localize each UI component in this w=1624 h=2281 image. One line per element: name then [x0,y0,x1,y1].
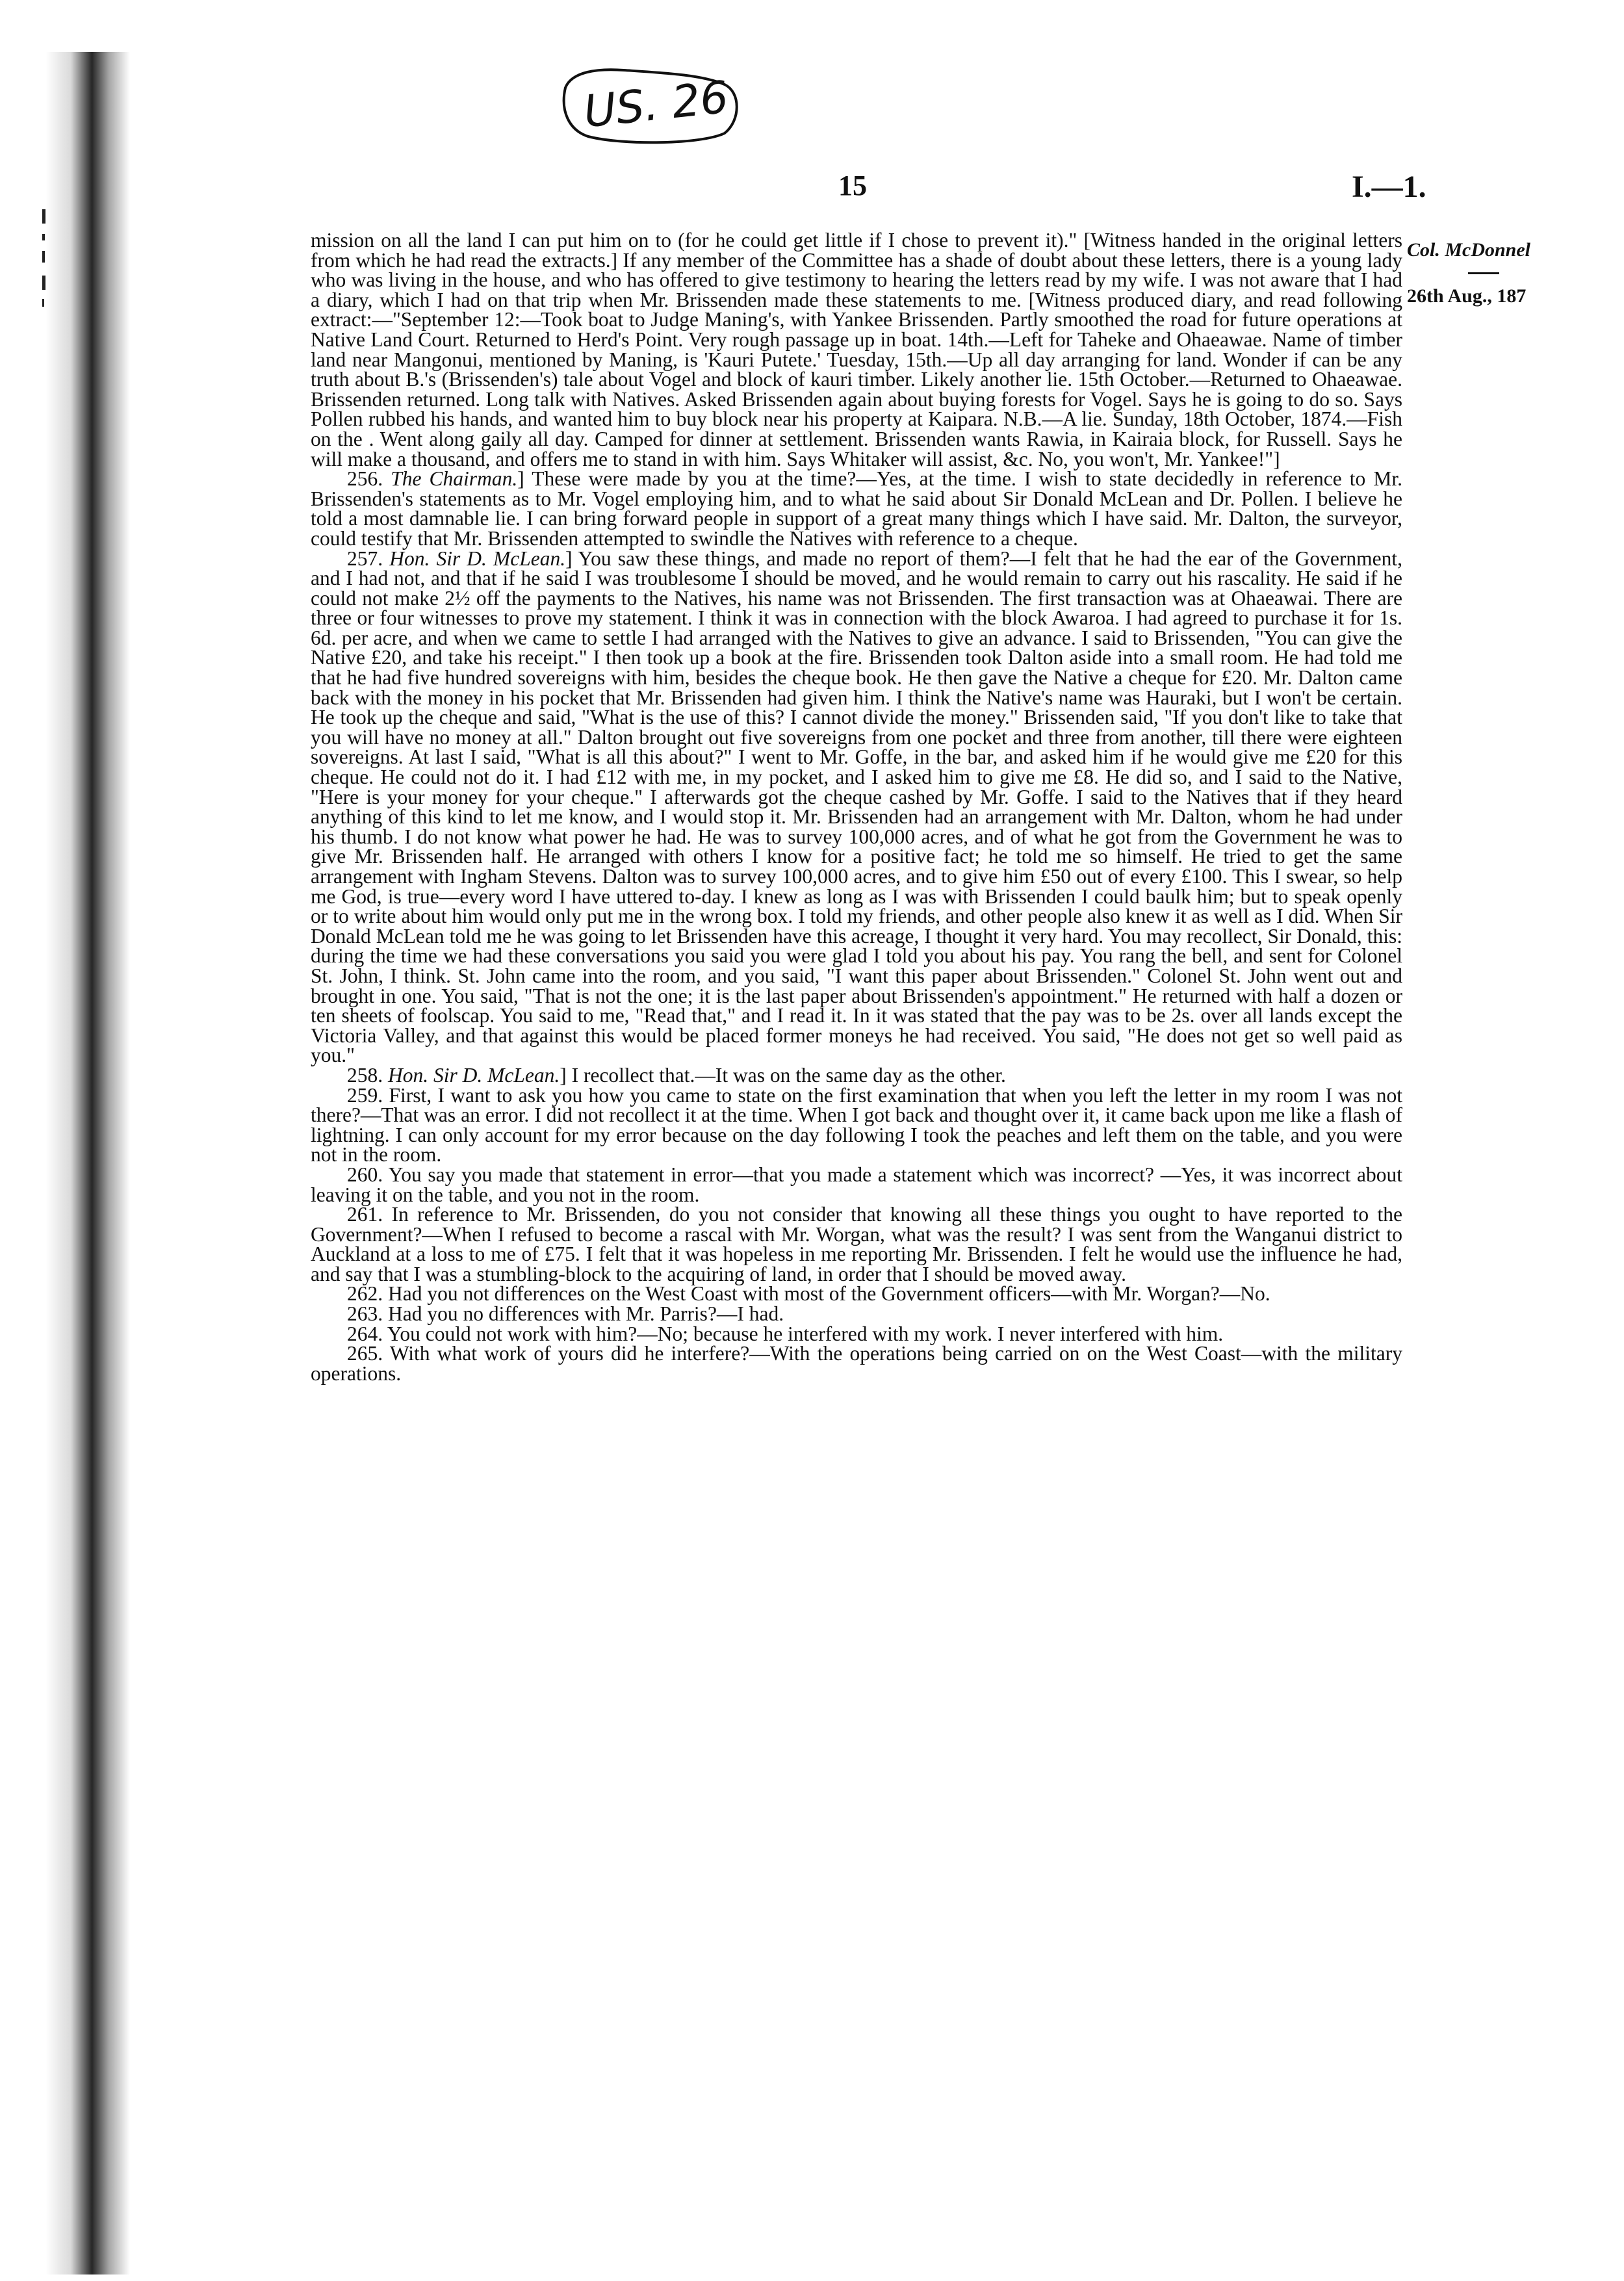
paragraph-text: ] You saw these things, and made no report of them?—I felt that he had the ear of the Government, and I had not, and that if he said I was troublesome I should be moved, and he would remain to carry out his rascality. He said if he could not make 2½ off the payments to the Natives, his name was not Brissenden. The first transaction was at Ohaeawai. There are three or four witnesses to prove my statement. I think it was in connection with the block Awaroa. I had agreed to purchase it for 1s. 6d. per acre, and when we came to settle I had arranged with the Natives to give an advance. I said to Brissenden, "You can give the Native £20, and take his receipt." I then took up a book at the fire. Brissenden took Dalton aside into a small room. He had told me that he had five hundred sovereigns with him, besides the cheque book. He then gave the Native a cheque for £20. Mr. Dalton came back with the money in his pocket that Mr. Brissenden had given him. I think the Native's name was Hauraki, but I won't be certain. He took up the cheque and said, "What is the use of this? I cannot divide the money." Brissenden said, "If you don't like to take that you will have no money at all." Dalton brought out five sovereigns from one pocket and three from another, till there were eighteen sovereigns. At last I said, "What is all this about?" I went to Mr. Goffe, in the bar, and asked him if he would give me £20 for this cheque. He could not do it. I had £12 with me, in my pocket, and I asked him to give me £8. He did so, and I said to the Native, "Here is your money for your cheque." I afterwards got the cheque cashed by Mr. Goffe. I said to the Natives that if they heard anything of this kind to let me know, and I would stop it. Mr. Brissenden had an arrangement with Mr. Dalton, whom he had under his thumb. I do not know what power he had. He was to survey 100,000 acres, and of what he got from the Government he was to give Mr. Brissenden half. He arranged with others I know for a positive fact; he told me so himself. He tried to get the same arrangement with Ingham Stevens. Dalton was to survey 100,000 acres, and to give him £50 out of every £100. This I swear, so help me God, is true—every word I have uttered to-day. I knew as long as I was with Brissenden I could baulk him; but to speak openly or to write about him would only put me in the wrong box. I told my friends, and other people also knew it as well as I did. When Sir Donald McLean told me he was going to let Brissenden have this acreage, I thought it very hard. You may recollect, Sir Donald, this: during the time we had these conversations you said you were glad I told you about his pay. You rang the bell, and sent for Colonel St. John, I think. St. John came into the room, and you said, "I want this paper about Brissenden." Colonel St. John went out and brought in one. You said, "That is not the one; it is the last paper about Brissenden's appointment." He returned with half a dozen or ten sheets of foolscap. You said to me, "Read that," and I read it. In it was stated that the pay was to be 2s. over all lands except the Victoria Valley, and that against this would be placed former moneys he had received. You said, "He does not get so well paid as you." [311,547,1403,1067]
paragraph-262 [311,1284,1402,1304]
paragraph-259 [311,1083,1402,1166]
margin-tick-marks [36,208,55,351]
binding-shadow [45,52,130,2275]
margin-witness-name: Col. McDonnel [1407,239,1531,261]
paper-reference: I.—1. [1352,170,1426,204]
question-number: 256. [347,467,391,491]
speaker-name: The Chairman. [391,467,518,491]
paragraph-text: 260. You say you made that statement in error—that you made a statement which was incorrect? —Yes, it was incorrect about leaving it on the table, and you not in the room. [311,1163,1402,1206]
page-number: 15 [838,170,867,201]
question-number: 257. [347,547,390,570]
paragraph-text: 263. Had you no differences with Mr. Parris?—I had. [347,1302,784,1326]
paragraph-text: ] I recollect that.—It was on the same day as the other. [560,1063,1006,1087]
paragraph-265 [311,1344,1402,1384]
testimony-body [311,231,1402,1384]
margin-date: 26th Aug., 187 [1407,285,1527,307]
question-number: 258. [347,1063,388,1087]
paragraph-text: 262. Had you not differences on the West Coast with most of the Government officers—with Mr. Worgan?—No. [347,1282,1270,1306]
speaker-name: Hon. Sir D. McLean. [389,547,566,570]
paragraph-261 [311,1205,1402,1284]
paragraph-text: 264. You could not work with him?—No; because he interfered with my work. I never interfered with him. [347,1322,1224,1345]
paragraph-text: mission on all the land I can put him on to (for he could get little if I chose to prevent it)." [Witness handed in the original letters from which he had read the extracts.] If any member of the Committee has a shade of doubt about these letters, there is a young lady who was living in the house, and who has offered to give testimony to hearing the letters read by my wife. I was not aware that I had a diary, which I had on that trip when Mr. Brissenden made these statements to me. [Witness produced diary, and read following extract:—"September 12:—Took boat to Judge Maning's, with Yankee Brissenden. Partly smoothed the road for future operations at Native Land Court. Returned to Herd's Point. Very rough passage up in boat. 14th.—Left for Taheke and Ohaeawae. Name of timber land near Mangonui, mentioned by Maning, is 'Kauri Putete.' Tuesday, 15th.—Up all day arranging for land. Wonder if can be any truth about B.'s (Brissenden's) tale about Vogel and block of kauri timber. Likely another lie. 15th October.—Returned to Ohaeawae. Brissenden returned. Long talk with Natives. Asked Brissenden again about buying forests for Vogel. Says he is going to do so. Says Pollen rubbed his hands, and wanted him to buy block near his property at Kaipara. N.B.—A lie. Sunday, 18th October, 1874.—Fish on the . Went along gaily all day. Camped for dinner at settlement. Brissenden wants Rawia, in Kairaia block, for Russell. Says he will make a thousand, and offers me to stand in with him. Says Whitaker will assist, &c. No, you won't, Mr. Yankee!"] [311,229,1402,470]
paragraph-256 [311,469,1402,548]
handwritten-reference-mark [552,58,747,149]
paragraph-258 [311,1063,1402,1087]
paragraph-text: 259. First, I want to ask you how you came to state on the first examination that when you left the letter in my room I was not there?—That was an error. I did not recollect it at the time. When I got back and thought over it, it came back upon me like a flash of lightning. I can only account for my error because on the day following I took the peaches and left them on the table, and you were not in the room. [311,1083,1402,1166]
paragraph-257 [311,549,1402,1066]
paragraph-text: 265. With what work of yours did he interfere?—With the operations being carried on on the West Coast—with the military operations. [311,1342,1402,1385]
paragraph-continuation [311,231,1402,469]
paragraph-text: 261. In reference to Mr. Brissenden, do you not consider that knowing all these things you ought to have reported to the Government?—When I refused to become a rascal with Mr. Worgan, what was the result? I was sent from the Wanganui district to Auckland at a loss to me of £75. I felt that it was hopeless in me reporting Mr. Brissenden. I felt he would use the influence he had, and say that I was a stumbling-block to the acquiring of land, in order that I should be moved away. [311,1203,1402,1285]
paragraph-text: ] These were made by you at the time?—Yes, at the time. I wish to state decidedly in reference to Mr. Brissenden's statements as to Mr. Vogel employing him, and to what he said about Sir Donald McLean and Dr. Pollen. I believe he told a most damnable lie. I can bring forward people in support of a great many things which I have said. Mr. Dalton, the surveyor, could testify that Mr. Brissenden attempted to swindle the Natives with reference to a cheque. [311,467,1402,550]
margin-note [1407,237,1621,309]
paragraph-260 [311,1165,1402,1205]
paragraph-263 [311,1304,1402,1324]
margin-rule [1468,272,1499,274]
paragraph-264 [311,1324,1402,1345]
handwritten-ref-text: US. 26 [581,71,731,138]
speaker-name: Hon. Sir D. McLean. [388,1063,560,1087]
